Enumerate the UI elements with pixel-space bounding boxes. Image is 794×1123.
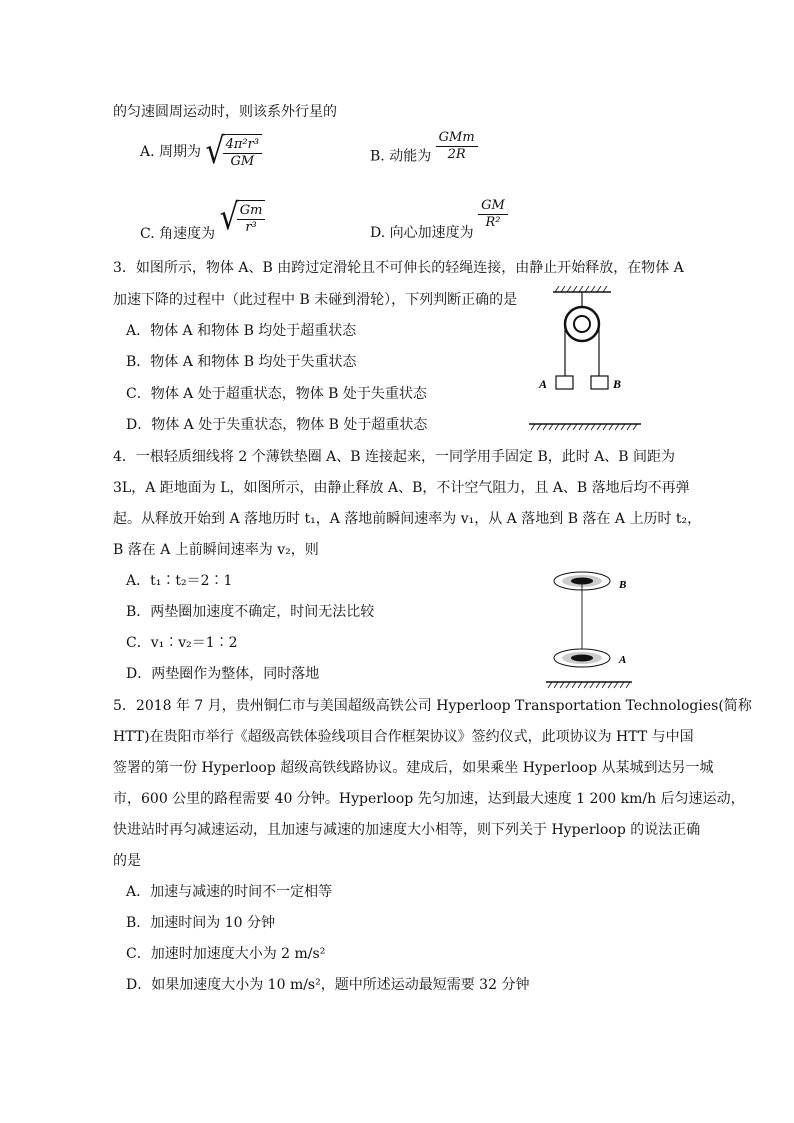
q5-stem-line1: 5．2018 年 7 月，贵州铜仁市与美国超级高铁公司 Hyperloop Transportation Technologies(简称 — [113, 698, 752, 714]
option-b-label: B. 动能为 — [370, 148, 432, 165]
washer-figure — [540, 566, 640, 690]
intro-text: 的匀速圆周运动时，则该系外行星的 — [113, 104, 337, 120]
fraction-denominator: GM — [230, 154, 255, 169]
fraction-numerator: GM — [478, 198, 508, 215]
fraction-numerator: 4π²r³ — [223, 137, 262, 154]
option-b-kinetic-energy — [370, 130, 478, 173]
q3-stem-line2: 加速下降的过程中（此过程中 B 未碰到滑轮），下列判断正确的是 — [113, 292, 518, 308]
q5-option-b: B．加速时间为 10 分钟 — [126, 915, 276, 931]
q4-stem-line1: 4．一根轻质细线将 2 个薄铁垫圈 A、B 连接起来，一同学用手固定 B，此时 A、B 间距为 — [113, 449, 676, 465]
q5-option-c: C．加速时加速度大小为 2 m/s² — [126, 946, 326, 962]
q5-stem-line3: 签署的第一份 Hyperloop 超级高铁线路协议。建成后，如果乘坐 Hyperloop 从某城到达另一城 — [113, 760, 714, 776]
q5-option-d: D．如果加速度大小为 10 m/s²，题中所述运动最短需要 32 分钟 — [126, 977, 530, 993]
q3-stem-line1: 3．如图所示，物体 A、B 由跨过定滑轮且不可伸长的轻绳连接，由静止开始释放，在物体 A — [113, 260, 684, 276]
q4-stem-line3: 起。从释放开始到 A 落地历时 t₁，A 落地前瞬间速率为 v₁，从 A 落地到 B 落在 A 上历时 t₂， — [113, 511, 702, 527]
sqrt-expression: √ $\frac{Gm}{\text{r³}}$ — [220, 198, 266, 238]
fraction-numerator: GMm — [436, 130, 478, 147]
option-c-angular-velocity — [140, 196, 265, 242]
q5-stem-line6: 的是 — [113, 853, 141, 869]
q5-stem-line5: 快进站时再匀减速运动，且加速与减速的加速度大小相等，则下列关于 Hyperloop 的说法正确 — [113, 822, 701, 838]
q4-stem-line2: 3L，A 距地面为 L，如图所示，由静止释放 A、B，不计空气阻力，且 A、B 落地后均不再弹 — [113, 480, 690, 496]
sqrt-expression: √ $\frac{\text{4π²r³}}{GM}$ — [205, 132, 262, 172]
block-a-label: A — [539, 377, 548, 391]
fraction-denominator: r³ — [245, 220, 257, 235]
q3-option-d: D．物体 A 处于失重状态，物体 B 处于超重状态 — [126, 417, 428, 433]
washer-b-label: B — [619, 579, 627, 591]
fraction-denominator: 2R — [447, 147, 466, 162]
q5-stem-line4: 市，600 公里的路程需要 40 分钟。Hyperloop 先匀加速，达到最大速度 1 200 km/h 后匀速运动， — [113, 791, 745, 807]
option-c-label: C. 角速度为 — [140, 226, 216, 242]
fraction-numerator: Gm — [237, 203, 266, 220]
q4-stem-line4: B 落在 A 上前瞬间速率为 v₂，则 — [113, 542, 319, 558]
q3-option-c: C．物体 A 处于超重状态，物体 B 处于失重状态 — [126, 386, 427, 402]
q3-option-b: B．物体 A 和物体 B 均处于失重状态 — [126, 354, 357, 370]
q4-option-d: D．两垫圈作为整体，同时落地 — [126, 666, 320, 682]
q4-option-b: B．两垫圈加速度不确定，时间无法比较 — [126, 604, 375, 620]
washer-a-label: A — [619, 654, 627, 666]
pulley-figure — [525, 286, 645, 432]
fraction-denominator: R² — [485, 215, 501, 230]
q5-option-a: A．加速与减速的时间不一定相等 — [126, 884, 333, 900]
option-a-label: A. 周期为 — [140, 144, 202, 160]
q5-stem-line2: HTT)在贵阳市举行《超级高铁体验线项目合作框架协议》签约仪式，此项协议为 HTT 与中国 — [113, 729, 694, 745]
option-a-period — [140, 132, 262, 172]
option-d-centripetal-acceleration — [370, 198, 508, 241]
block-b-label: B — [613, 377, 622, 391]
option-d-label: D. 向心加速度为 — [370, 224, 474, 241]
q3-option-a: A．物体 A 和物体 B 均处于超重状态 — [126, 323, 357, 339]
q4-option-a: A．t₁∶t₂＝2∶1 — [126, 573, 233, 589]
q4-option-c: C．v₁∶v₂＝1∶2 — [126, 635, 238, 651]
